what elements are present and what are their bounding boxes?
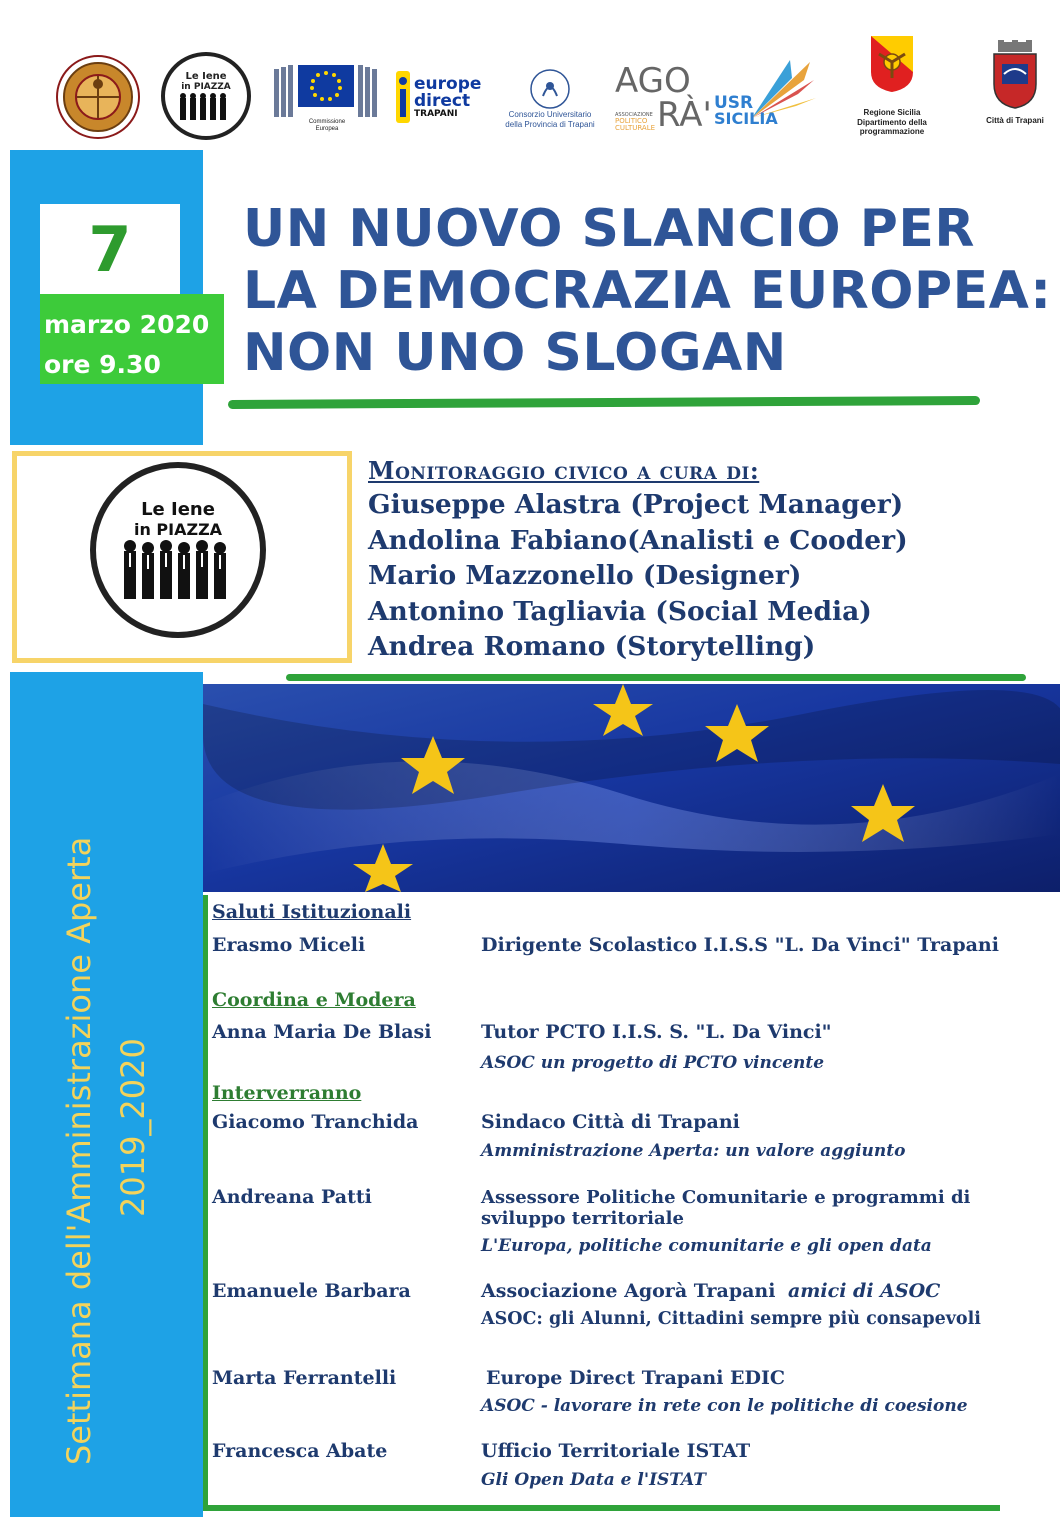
- date-month-year: marzo 2020: [44, 310, 210, 339]
- speaker-role: Ufficio Territoriale ISTAT: [481, 1440, 751, 1462]
- credit-line: Andolina Fabiano(Analisti e Cooder): [368, 524, 908, 556]
- date-day-box: [40, 204, 180, 296]
- consorzio-universitario-logo: [500, 66, 600, 132]
- agora-top: AGO: [615, 61, 691, 101]
- speaker-name: Francesca Abate: [212, 1440, 388, 1462]
- iene-logo-line2: in PIAZZA: [181, 81, 231, 92]
- europe-direct-line2: direct: [414, 90, 471, 111]
- agora-bottom: RÀ': [657, 95, 712, 135]
- school-seal-logo: [55, 54, 141, 140]
- program-left-rule: [203, 895, 208, 1510]
- iene-large-line1: Le Iene: [141, 499, 215, 520]
- european-commission-logo: [272, 57, 382, 137]
- seal-icon: [55, 54, 141, 140]
- section-interverranno: Interverranno: [212, 1082, 362, 1104]
- speaker-topic: Amministrazione Aperta: un valore aggiunto: [481, 1141, 906, 1161]
- title-line-1: UN NUOVO SLANCIO PER: [243, 199, 975, 259]
- credit-line: Giuseppe Alastra (Project Manager): [368, 489, 904, 520]
- consorzio-line2: della Provincia di Trapani: [505, 120, 595, 129]
- regione-sicilia-logo: [843, 34, 941, 146]
- trinacria-shield-icon: [869, 34, 915, 94]
- agora-side1: ASSOCIAZIONE: [615, 112, 653, 118]
- europe-direct-line1: europe: [414, 73, 482, 94]
- trapani-label: Città di Trapani: [986, 116, 1044, 125]
- regione-line1: Regione Sicilia: [863, 108, 921, 117]
- credits-underline-stroke: [286, 674, 1026, 681]
- trapani-coat-of-arms-icon: [990, 40, 1040, 110]
- speaker-topic: ASOC un progetto di PCTO vincente: [481, 1053, 825, 1073]
- title-line-3: NON UNO SLOGAN: [243, 323, 787, 383]
- regione-line3: programmazione: [859, 127, 925, 137]
- usr-sicilia-icon: [712, 58, 817, 130]
- vertical-event-name: Settimana dell'Amministrazione Aperta: [60, 836, 98, 1465]
- usr-sicilia-logo: [712, 58, 817, 130]
- speaker-role: Europe Direct Trapani EDIC: [486, 1367, 786, 1389]
- speaker-name: Erasmo Miceli: [212, 934, 366, 956]
- citta-di-trapani-logo: [970, 40, 1060, 134]
- europe-direct-logo: [392, 64, 484, 130]
- speaker-role: Sindaco Città di Trapani: [481, 1111, 740, 1133]
- agora-logo: [615, 58, 712, 138]
- page-title: [243, 198, 1053, 384]
- speaker-name: Giacomo Tranchida: [212, 1111, 419, 1133]
- ec-building-icon: [272, 61, 382, 119]
- usr-line1: USR: [714, 93, 754, 113]
- speaker-topic: ASOC: gli Alunni, Cittadini sempre più consapevoli: [481, 1309, 981, 1329]
- eu-flag-icon: [203, 684, 1060, 892]
- credit-line: Andrea Romano (Storytelling): [368, 631, 816, 662]
- consorzio-line1: Consorzio Universitario: [508, 110, 592, 120]
- vertical-event-year: 2019_2020: [114, 1038, 152, 1217]
- suited-men-icon: [118, 539, 238, 601]
- bottom-blue-panel: [10, 672, 203, 1517]
- speaker-name: Emanuele Barbara: [212, 1280, 411, 1302]
- iene-logo-line1: Le Iene: [185, 70, 227, 82]
- speaker-role: Associazione Agorà Trapani: [481, 1280, 776, 1302]
- speaker-topic: L'Europa, politiche comunitarie e gli open data: [481, 1236, 932, 1256]
- date-day: 7: [88, 213, 132, 286]
- people-icon: [176, 92, 236, 122]
- info-i-icon: [392, 67, 414, 127]
- credits-heading: Monitoraggio civico a cura di:: [368, 456, 760, 485]
- le-iene-logo-large: [90, 462, 266, 638]
- credits-block: [368, 456, 908, 665]
- speaker-name: Andreana Patti: [212, 1186, 372, 1208]
- credit-line: Antonino Tagliavia (Social Media): [368, 595, 872, 627]
- speaker-role: Tutor PCTO I.I.S. S. "L. Da Vinci": [481, 1021, 832, 1043]
- title-line-2: LA DEMOCRAZIA EUROPEA:: [243, 261, 1052, 321]
- speaker-name: Anna Maria De Blasi: [212, 1021, 432, 1043]
- speaker-role: Dirigente Scolastico I.I.S.S "L. Da Vinci" Trapani: [481, 934, 999, 956]
- speaker-role-extra: amici di ASOC: [788, 1280, 941, 1302]
- speaker-topic: Gli Open Data e l'ISTAT: [481, 1470, 706, 1490]
- date-details-box: [40, 294, 224, 384]
- speaker-role: Assessore Politiche Comunitarie e programmi di: [481, 1187, 971, 1208]
- usr-line2: SICILIA: [714, 109, 778, 128]
- agora-side2: POLITICO: [615, 117, 648, 125]
- iene-large-line2: in PIAZZA: [133, 520, 223, 539]
- credit-line: Mario Mazzonello (Designer): [368, 560, 802, 591]
- speaker-role-continued: sviluppo territoriale: [481, 1208, 684, 1229]
- consorzio-emblem-icon: [529, 68, 571, 110]
- date-time: ore 9.30: [44, 350, 161, 379]
- agora-side3: CULTURALE: [615, 124, 656, 132]
- ec-logo-line2: Europea: [315, 126, 339, 132]
- title-underline-stroke: [228, 396, 980, 409]
- ec-logo-line1: Commissione: [308, 118, 346, 125]
- section-coordina: Coordina e Modera: [212, 989, 416, 1011]
- eu-flag-image: [203, 684, 1060, 892]
- le-iene-logo-small: [162, 52, 250, 140]
- regione-line2: Dipartimento della: [857, 117, 927, 127]
- speaker-topic: ASOC - lavorare in rete con le politiche di coesione: [481, 1396, 968, 1416]
- europe-direct-line3: TRAPANI: [414, 108, 458, 119]
- speaker-name: Marta Ferrantelli: [212, 1367, 397, 1389]
- program-bottom-rule: [203, 1505, 1000, 1511]
- section-saluti: Saluti Istituzionali: [212, 901, 412, 923]
